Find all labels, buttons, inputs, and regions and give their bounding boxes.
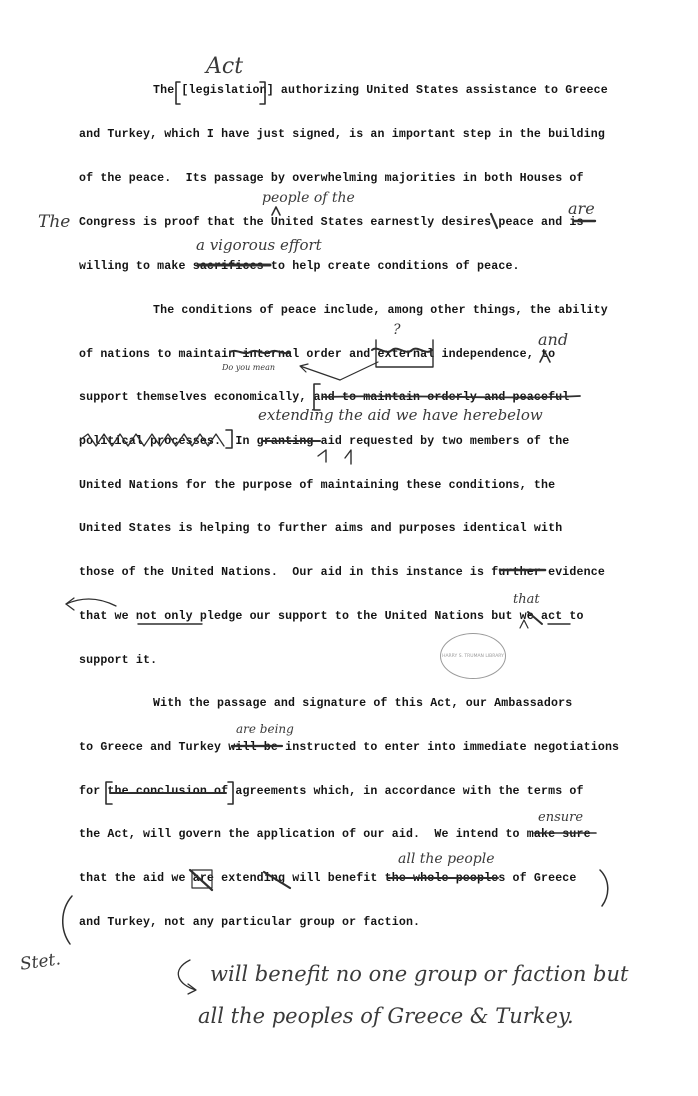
typed-line: the Act, will govern the application of our aid. We intend to make sure — [79, 828, 591, 841]
typed-line: The [legislation] authorizing United States assistance to Greece — [153, 84, 608, 97]
typed-line: for the conclusion of agreements which, in accordance with the terms of — [79, 785, 584, 798]
handwritten-the-margin: The — [38, 212, 71, 232]
handwritten-all-the-people: all the people — [398, 851, 495, 867]
typed-line: that the aid we are extending will benefit the whole peoples of Greece — [79, 872, 577, 885]
handwritten-question: ? — [393, 322, 401, 338]
handwritten-bottom-line-2: all the peoples of Greece & Turkey. — [198, 1004, 574, 1028]
typed-line: and Turkey, which I have just signed, is an important step in the building — [79, 128, 605, 141]
typed-line: political processes. In granting aid requested by two members of the — [79, 435, 570, 448]
typed-line: The conditions of peace include, among other things, the ability — [153, 304, 608, 317]
handwritten-do-you-mean: Do you mean — [222, 363, 276, 372]
typed-line: With the passage and signature of this Act, our Ambassadors — [153, 697, 573, 710]
typed-line: to Greece and Turkey will be instructed to enter into immediate negotiations — [79, 741, 620, 754]
handwritten-ensure: ensure — [538, 810, 584, 825]
typed-line: those of the United Nations. Our aid in this instance is further evidence — [79, 566, 605, 579]
handwritten-are-being: are being — [236, 722, 294, 736]
typed-line: and Turkey, not any particular group or faction. — [79, 916, 421, 929]
typed-line: support it. — [79, 654, 158, 667]
typed-line: willing to make sacrifices to help create conditions of peace. — [79, 260, 520, 273]
typed-line: of the peace. Its passage by overwhelming majorities in both Houses of — [79, 172, 584, 185]
typed-line: United Nations for the purpose of maintaining these conditions, the — [79, 479, 556, 492]
handwritten-vigorous-effort: a vigorous effort — [196, 236, 322, 254]
typed-line: support themselves economically, and to maintain orderly and peaceful — [79, 391, 570, 404]
handwritten-are: are — [568, 199, 595, 218]
typed-line: Congress is proof that the United States earnestly desires peace and is — [79, 216, 584, 229]
handwritten-bottom-line-1: will benefit no one group or faction but — [210, 962, 629, 986]
handwritten-that: that — [513, 592, 540, 607]
typed-line: that we not only pledge our support to the United Nations but we act to — [79, 610, 584, 623]
typed-line: of nations to maintain internal order and external independence, to — [79, 348, 556, 361]
stamp-text: HARRY S. TRUMAN LIBRARY — [442, 653, 504, 659]
handwritten-extending: extending the aid we have herebelow — [258, 406, 543, 424]
handwritten-people-of-the: people of the — [262, 190, 355, 206]
handwritten-act: Act — [206, 54, 244, 79]
handwritten-and: and — [538, 330, 569, 349]
typed-line: United States is helping to further aims and purposes identical with — [79, 522, 563, 535]
handwritten-stet: Stet. — [18, 949, 62, 975]
